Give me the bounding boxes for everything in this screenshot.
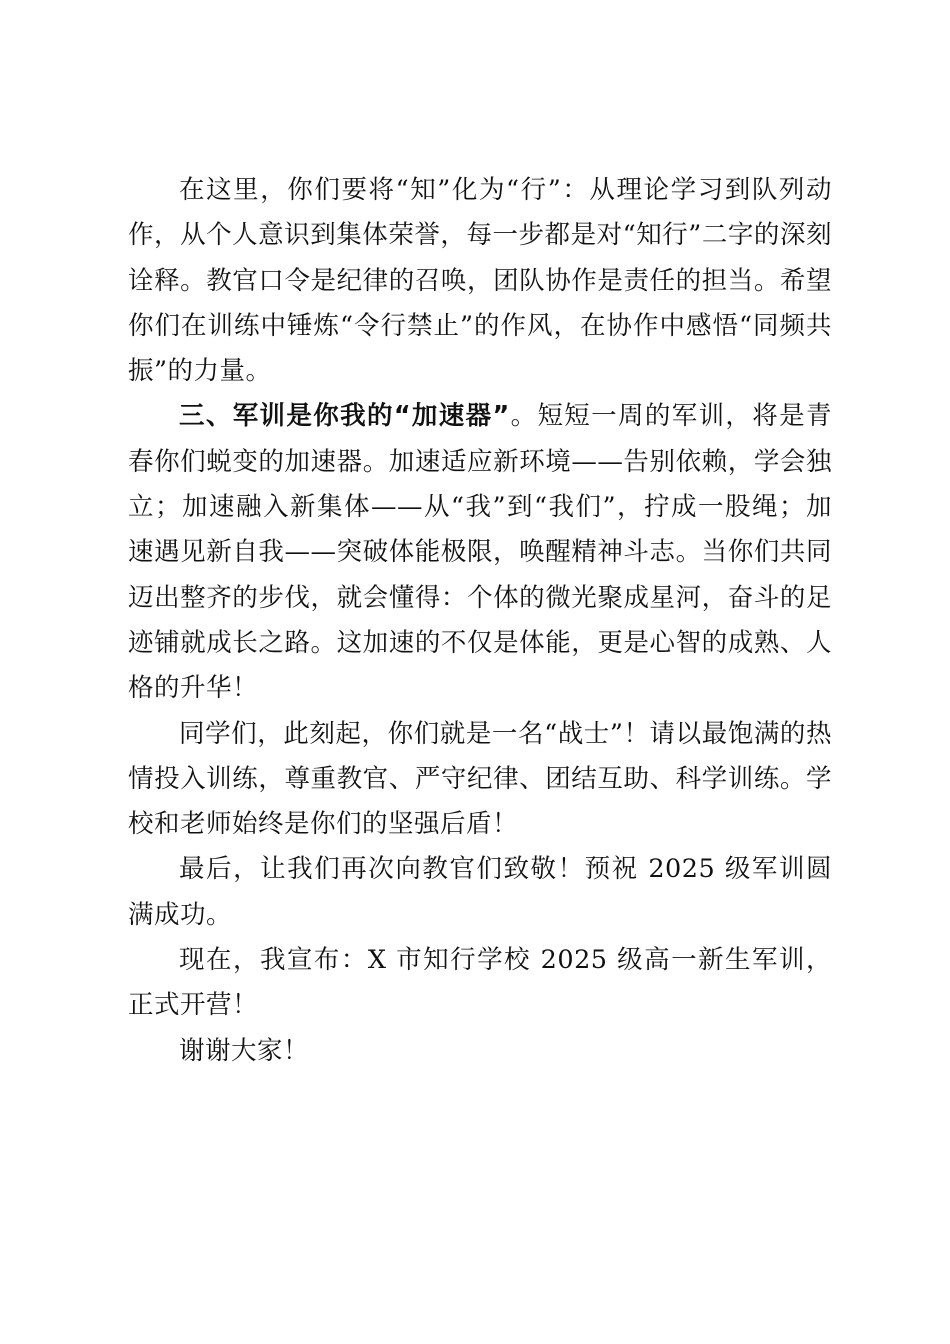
paragraph-text: 同学们，此刻起，你们就是一名“战士”！请以最饱满的热情投入训练，尊重教官、严守纪律、团结互助、科学训练。学校和老师始终是你们的坚强后盾！ [128, 718, 832, 840]
paragraph-zhixing [128, 168, 832, 394]
paragraph-text: 谢谢大家！ [179, 1035, 310, 1066]
paragraph-thanks [128, 1029, 832, 1074]
paragraph-announcement [128, 938, 832, 1029]
section-heading: 三、军训是你我的“加速器” [179, 401, 510, 432]
document-body [128, 168, 832, 1074]
paragraph-students [128, 712, 832, 848]
paragraph-salute [128, 847, 832, 938]
paragraph-text: 。短短一周的军训，将是青春你们蜕变的加速器。加速适应新环境——告别依赖，学会独立；加速融入新集体——从“我”到“我们”，拧成一股绳；加速遇见新自我——突破体能极限，唤醒精神斗志。当你们共同迈出整齐的步伐，就会懂得：个体的微光聚成星河，奋斗的足迹铺就成长之路。这加速的不仅是体能，更是心智的成熟、人格的升华！ [128, 401, 832, 704]
paragraph-text: 在这里，你们要将“知”化为“行”：从理论学习到队列动作，从个人意识到集体荣誉，每一步都是对“知行”二字的深刻诠释。教官口令是纪律的召唤，团队协作是责任的担当。希望你们在训练中锤炼“令行禁止”的作风，在协作中感悟“同频共振”的力量。 [128, 175, 832, 387]
paragraph-text: 现在，我宣布：X 市知行学校 2025 级高一新生军训，正式开营！ [128, 945, 832, 1021]
paragraph-text: 最后，让我们再次向教官们致敬！预祝 2025 级军训圆满成功。 [128, 854, 832, 930]
paragraph-accelerator [128, 394, 832, 711]
